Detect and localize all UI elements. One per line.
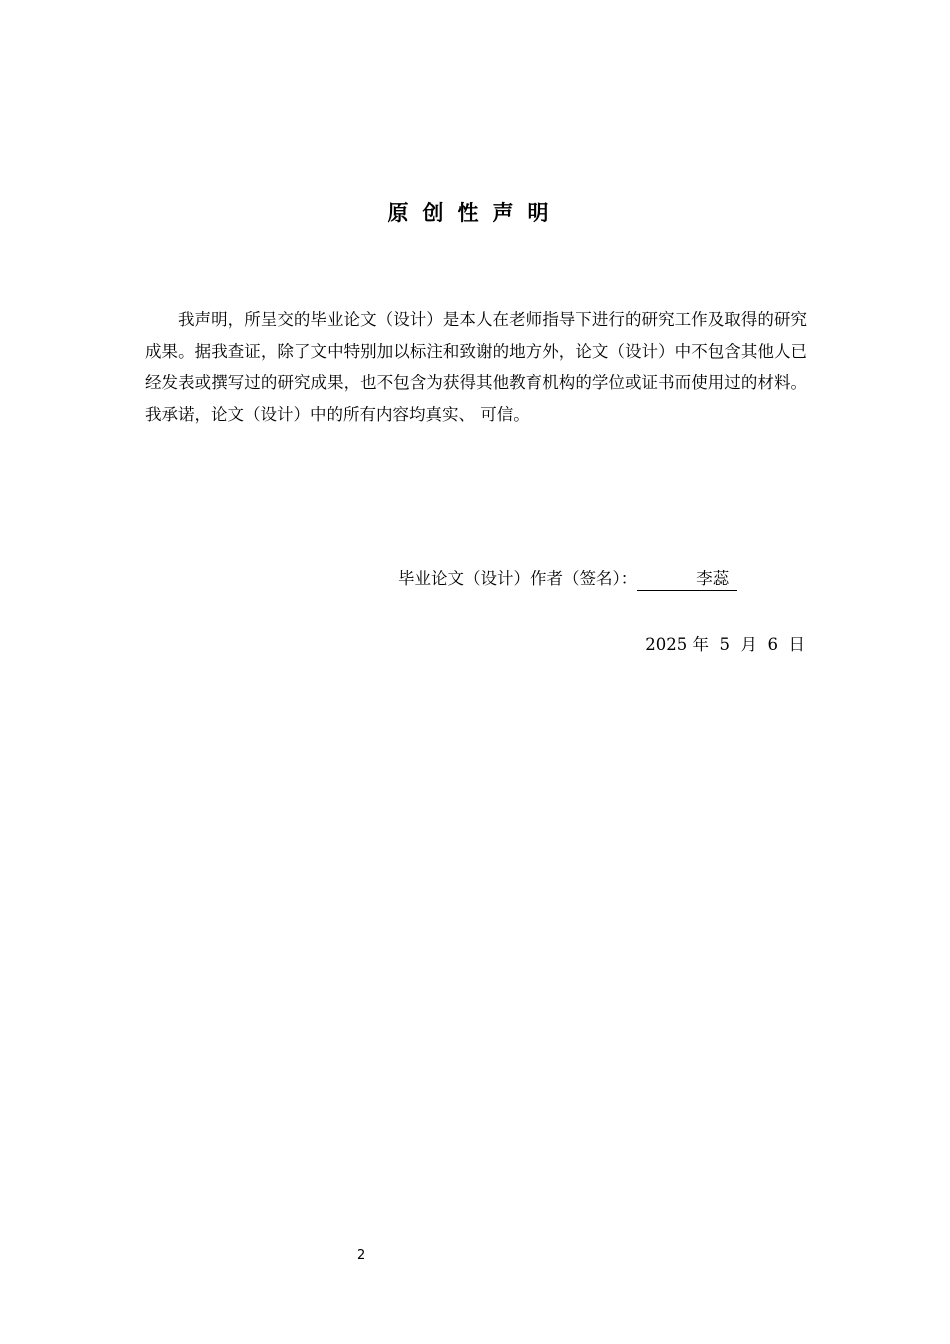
signature-label: 毕业论文（设计）作者（签名）： <box>398 569 638 588</box>
document-title: 原创性声明 <box>387 201 563 225</box>
date-line: 2025 年 5 月 6 日 <box>645 635 805 654</box>
signature-line <box>398 566 737 592</box>
page-number: 2 <box>357 1248 366 1263</box>
signature-name: 李蕊 <box>637 568 737 591</box>
declaration-paragraph: 我声明，所呈交的毕业论文（设计）是本人在老师指导下进行的研究工作及取得的研究成果。据我查证，除了文中特别加以标注和致谢的地方外，论文（设计）中不包含其他人已经发表或撰写过的研究成果，也不包含为获得其他教育机构的学位或证书而使用过的材料。我承诺，论文（设计）中的所有内容均真实、 可信。 <box>145 310 807 424</box>
